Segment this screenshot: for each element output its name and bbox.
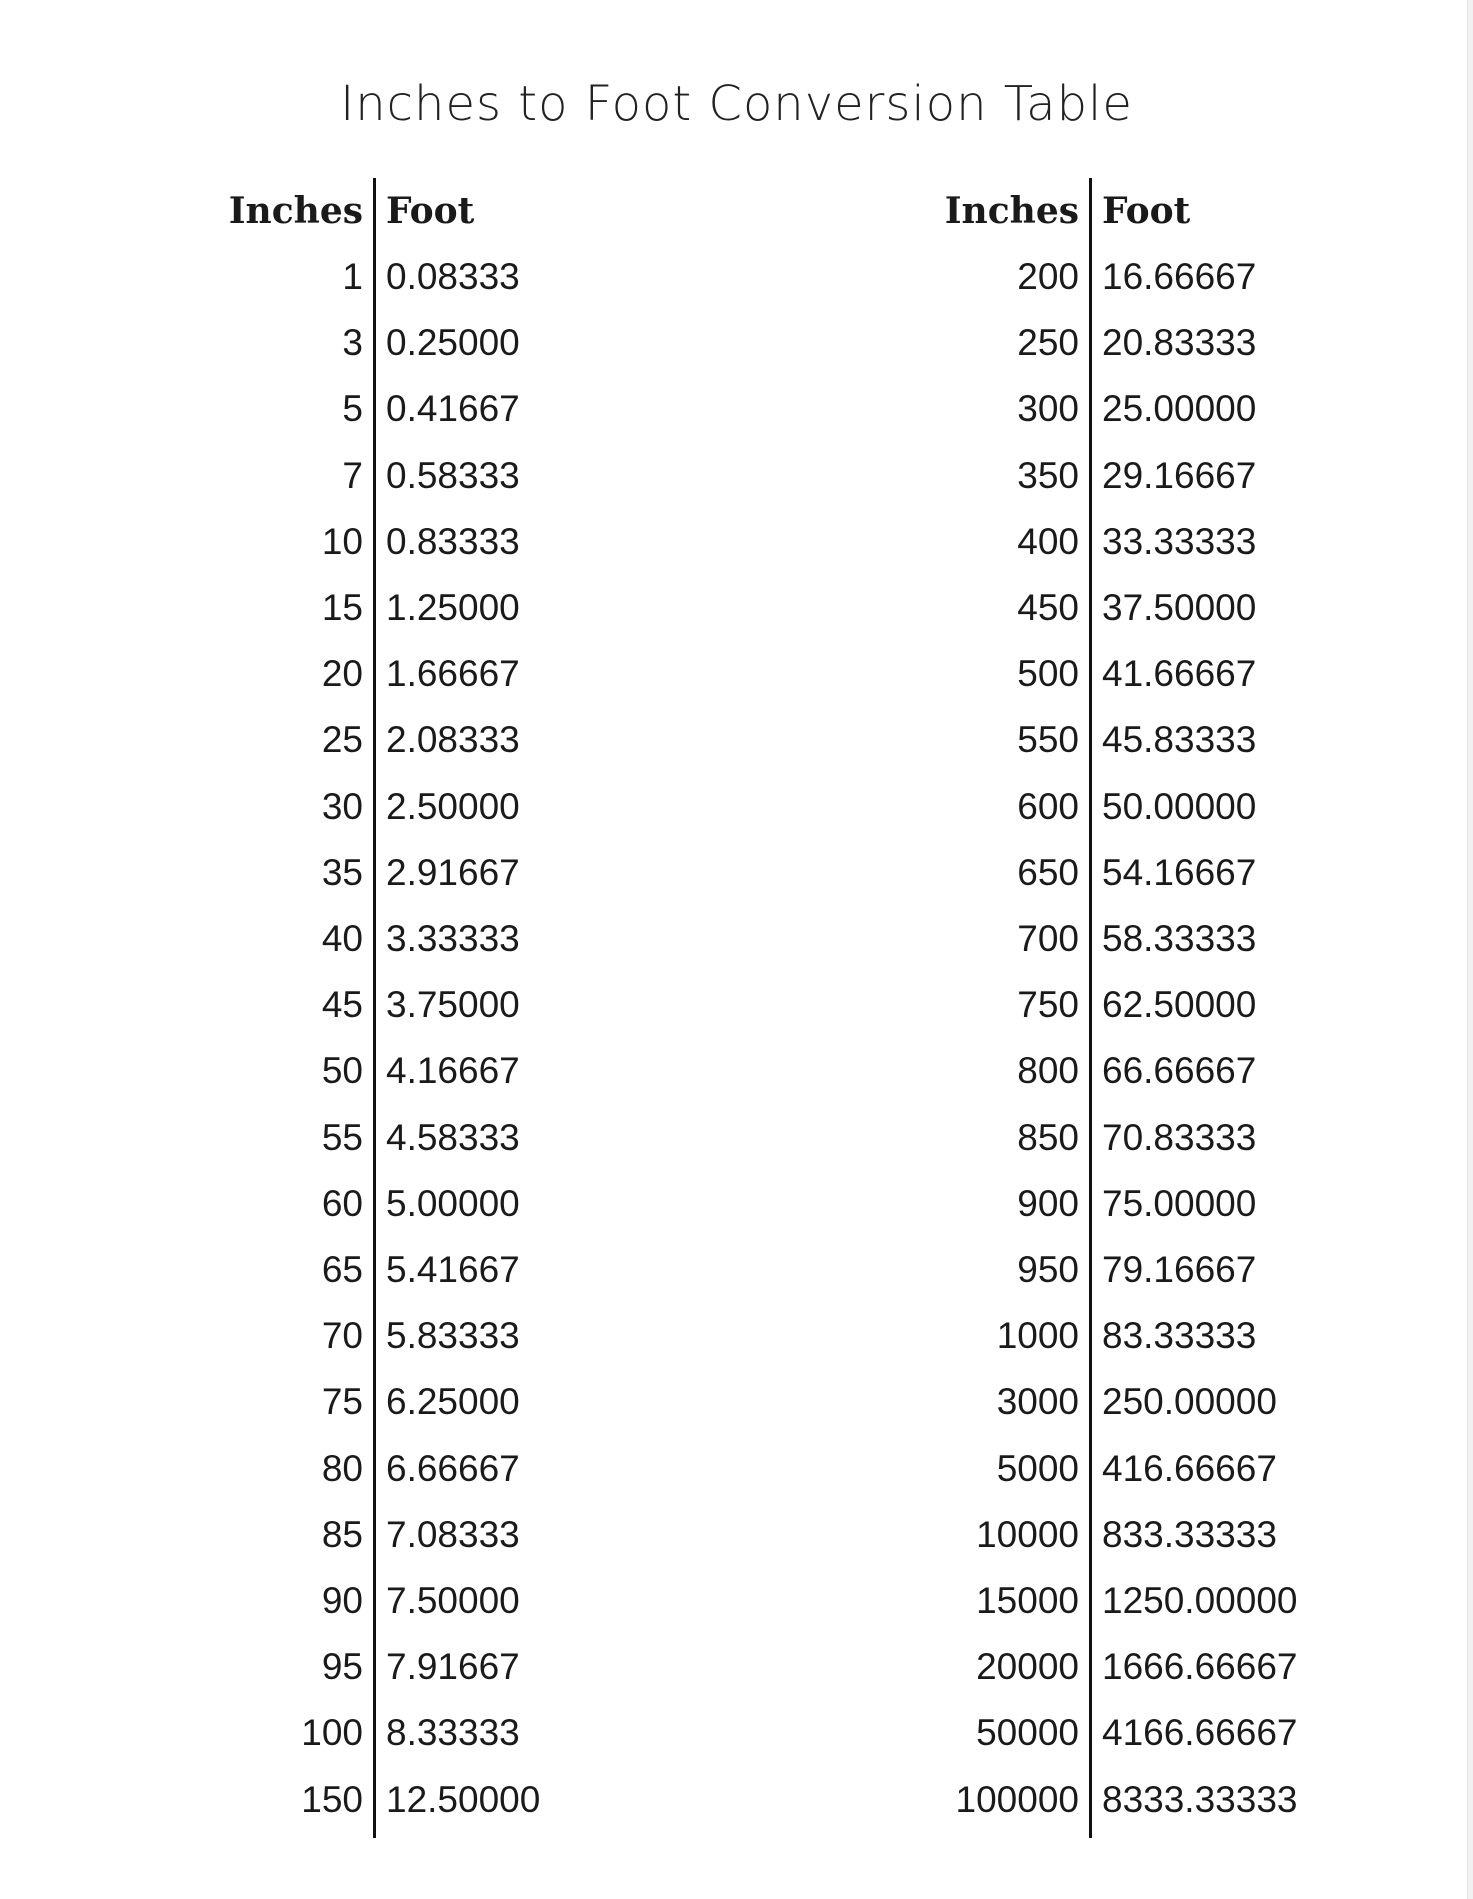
inches-value: 100000 xyxy=(955,1778,1079,1820)
inches-value: 1 xyxy=(342,256,363,297)
foot-value: 833.33333 xyxy=(1102,1513,1277,1555)
inches-value: 10000 xyxy=(976,1513,1079,1555)
inches-value: 5000 xyxy=(996,1447,1079,1489)
inches-value: 55 xyxy=(321,1116,363,1158)
inches-value: 800 xyxy=(1017,1050,1079,1092)
table-row xyxy=(200,1634,700,1700)
foot-value: 75.00000 xyxy=(1102,1182,1257,1224)
table-row xyxy=(917,1038,1417,1104)
table-row xyxy=(917,707,1417,773)
table-row xyxy=(917,310,1417,376)
foot-value: 1.66667 xyxy=(386,653,520,695)
foot-value: 62.50000 xyxy=(1102,984,1257,1026)
table-row xyxy=(917,443,1417,509)
table-row xyxy=(917,1436,1417,1502)
foot-value: 3.75000 xyxy=(386,984,520,1026)
table-row xyxy=(200,310,700,376)
foot-value: 29.16667 xyxy=(1102,454,1257,496)
table-row xyxy=(917,1634,1417,1700)
foot-value: 41.66667 xyxy=(1102,653,1257,695)
foot-value: 79.16667 xyxy=(1102,1249,1257,1290)
page-edge xyxy=(1467,0,1473,1899)
table-row xyxy=(200,376,700,442)
foot-value: 3.33333 xyxy=(386,918,520,959)
foot-value: 1250.00000 xyxy=(1102,1580,1298,1621)
foot-value: 416.66667 xyxy=(1102,1447,1277,1489)
table-row xyxy=(917,1171,1417,1237)
table-row xyxy=(200,509,700,575)
table-row xyxy=(200,641,700,707)
table-row xyxy=(917,1568,1417,1634)
table-row xyxy=(917,641,1417,707)
table-row xyxy=(200,1105,700,1171)
table-header-row xyxy=(200,178,700,244)
table-row xyxy=(200,774,700,840)
foot-value: 6.66667 xyxy=(386,1447,520,1489)
inches-value: 40 xyxy=(321,918,363,959)
header-foot: Foot xyxy=(1102,190,1191,232)
inches-value: 650 xyxy=(1017,851,1079,893)
inches-value: 700 xyxy=(1017,918,1079,959)
foot-value: 2.50000 xyxy=(386,785,520,827)
inches-value: 950 xyxy=(1017,1249,1079,1290)
foot-value: 45.83333 xyxy=(1102,719,1257,761)
inches-value: 65 xyxy=(321,1249,363,1290)
foot-value: 33.33333 xyxy=(1102,520,1257,562)
inches-value: 10 xyxy=(321,520,363,562)
foot-value: 6.25000 xyxy=(386,1381,520,1423)
inches-value: 1000 xyxy=(996,1315,1079,1357)
inches-value: 350 xyxy=(1017,454,1079,496)
table-row xyxy=(917,1767,1417,1833)
foot-value: 25.00000 xyxy=(1102,388,1257,430)
table-row xyxy=(917,244,1417,310)
foot-value: 0.83333 xyxy=(386,520,520,562)
inches-value: 30 xyxy=(321,785,363,827)
inches-value: 7 xyxy=(342,454,363,496)
table-row xyxy=(200,906,700,972)
foot-value: 20.83333 xyxy=(1102,322,1257,364)
inches-value: 70 xyxy=(321,1315,363,1357)
inches-value: 3000 xyxy=(996,1381,1079,1423)
inches-value: 50 xyxy=(321,1050,363,1092)
inches-value: 85 xyxy=(321,1513,363,1555)
inches-value: 750 xyxy=(1017,984,1079,1026)
foot-value: 250.00000 xyxy=(1102,1381,1277,1423)
table-row xyxy=(917,376,1417,442)
inches-value: 15 xyxy=(321,587,363,628)
foot-value: 1.25000 xyxy=(386,587,520,628)
foot-value: 5.83333 xyxy=(386,1315,520,1357)
inches-value: 3 xyxy=(342,322,363,364)
inches-value: 50000 xyxy=(976,1712,1079,1754)
foot-value: 4166.66667 xyxy=(1102,1712,1298,1754)
table-row xyxy=(917,1502,1417,1568)
inches-value: 900 xyxy=(1017,1182,1079,1224)
table-header-row xyxy=(917,178,1417,244)
table-row xyxy=(200,1237,700,1303)
table-row xyxy=(917,1237,1417,1303)
table-row xyxy=(200,1767,700,1833)
foot-value: 4.16667 xyxy=(386,1050,520,1092)
inches-value: 600 xyxy=(1017,785,1079,827)
foot-value: 7.08333 xyxy=(386,1513,520,1555)
foot-value: 5.00000 xyxy=(386,1182,520,1224)
foot-value: 2.91667 xyxy=(386,851,520,893)
table-row xyxy=(200,1502,700,1568)
inches-value: 20 xyxy=(321,653,363,695)
table-row xyxy=(200,1568,700,1634)
foot-value: 58.33333 xyxy=(1102,918,1257,959)
table-row xyxy=(200,1038,700,1104)
inches-value: 100 xyxy=(301,1712,363,1754)
inches-value: 95 xyxy=(321,1646,363,1688)
foot-value: 0.41667 xyxy=(386,388,520,430)
foot-value: 12.50000 xyxy=(386,1778,541,1820)
table-row xyxy=(200,1369,700,1435)
page-title: Inches to Foot Conversion Table xyxy=(340,76,1133,132)
table-row xyxy=(917,840,1417,906)
inches-value: 250 xyxy=(1017,322,1079,364)
foot-value: 50.00000 xyxy=(1102,785,1257,827)
table-row xyxy=(200,707,700,773)
foot-value: 7.91667 xyxy=(386,1646,520,1688)
table-row xyxy=(200,1436,700,1502)
table-row xyxy=(917,774,1417,840)
table-row xyxy=(200,244,700,310)
inches-value: 25 xyxy=(321,719,363,761)
table-row xyxy=(200,972,700,1038)
table-row xyxy=(917,1369,1417,1435)
foot-value: 7.50000 xyxy=(386,1580,520,1621)
foot-value: 37.50000 xyxy=(1102,587,1257,628)
inches-value: 5 xyxy=(342,388,363,430)
inches-value: 850 xyxy=(1017,1116,1079,1158)
inches-value: 20000 xyxy=(976,1646,1079,1688)
table-row xyxy=(200,443,700,509)
table-row xyxy=(200,1171,700,1237)
foot-value: 16.66667 xyxy=(1102,256,1257,297)
inches-value: 90 xyxy=(321,1580,363,1621)
table-row xyxy=(917,1105,1417,1171)
inches-value: 35 xyxy=(321,851,363,893)
foot-value: 1666.66667 xyxy=(1102,1646,1298,1688)
inches-value: 60 xyxy=(321,1182,363,1224)
inches-value: 75 xyxy=(321,1381,363,1423)
table-row xyxy=(200,840,700,906)
header-inches: Inches xyxy=(228,190,363,232)
foot-value: 0.58333 xyxy=(386,454,520,496)
inches-value: 80 xyxy=(321,1447,363,1489)
table-row xyxy=(917,575,1417,641)
inches-value: 300 xyxy=(1017,388,1079,430)
inches-value: 15000 xyxy=(976,1580,1079,1621)
foot-value: 0.08333 xyxy=(386,256,520,297)
foot-value: 83.33333 xyxy=(1102,1315,1257,1357)
table-row xyxy=(917,906,1417,972)
header-inches: Inches xyxy=(944,190,1079,232)
inches-value: 45 xyxy=(321,984,363,1026)
inches-value: 400 xyxy=(1017,520,1079,562)
inches-value: 450 xyxy=(1017,587,1079,628)
foot-value: 54.16667 xyxy=(1102,851,1257,893)
inches-value: 500 xyxy=(1017,653,1079,695)
table-row xyxy=(917,509,1417,575)
foot-value: 8.33333 xyxy=(386,1712,520,1754)
table-row xyxy=(917,1303,1417,1369)
foot-value: 0.25000 xyxy=(386,322,520,364)
foot-value: 8333.33333 xyxy=(1102,1778,1298,1820)
foot-value: 70.83333 xyxy=(1102,1116,1257,1158)
inches-value: 200 xyxy=(1017,256,1079,297)
foot-value: 2.08333 xyxy=(386,719,520,761)
table-row xyxy=(200,1303,700,1369)
table-row xyxy=(917,1700,1417,1766)
inches-value: 550 xyxy=(1017,719,1079,761)
foot-value: 66.66667 xyxy=(1102,1050,1257,1092)
table-row xyxy=(917,972,1417,1038)
header-foot: Foot xyxy=(386,190,475,232)
foot-value: 5.41667 xyxy=(386,1249,520,1290)
inches-value: 150 xyxy=(301,1778,363,1820)
table-row xyxy=(200,1700,700,1766)
foot-value: 4.58333 xyxy=(386,1116,520,1158)
table-row xyxy=(200,575,700,641)
